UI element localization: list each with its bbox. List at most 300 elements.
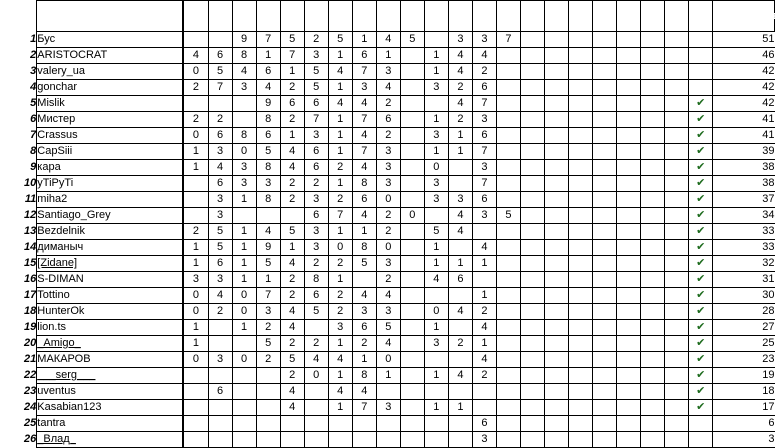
row-score-3: 3: [232, 160, 256, 176]
row-score-20: [641, 160, 665, 176]
row-score-12: 4: [448, 208, 472, 224]
row-score-18: [593, 48, 617, 64]
row-score-10: [400, 272, 424, 288]
row-score-13: 3: [472, 112, 496, 128]
row-score-21: [665, 368, 689, 384]
row-score-7: 1: [328, 144, 352, 160]
row-score-4: [256, 416, 280, 432]
row-score-2: 3: [208, 272, 232, 288]
row-score-21: [665, 176, 689, 192]
row-score-15: [520, 336, 544, 352]
row-score-13: 4: [472, 352, 496, 368]
row-nickname: Kasabian123: [37, 400, 183, 416]
row-score-8: 3: [352, 304, 376, 320]
row-score-9: 2: [376, 128, 400, 144]
row-score-17: [569, 64, 593, 80]
row-nickname: Mislik: [37, 96, 183, 112]
row-score-21: [665, 224, 689, 240]
row-score-19: [617, 288, 641, 304]
row-rank: 17: [0, 288, 37, 304]
row-score-3: 1: [232, 192, 256, 208]
row-score-11: [424, 384, 448, 400]
row-score-15: [520, 368, 544, 384]
row-total: 38: [713, 160, 775, 176]
row-score-17: [569, 288, 593, 304]
row-score-4: 5: [256, 256, 280, 272]
row-score-4: [256, 400, 280, 416]
row-score-11: 3: [424, 176, 448, 192]
row-rank: 14: [0, 240, 37, 256]
row-score-6: 0: [304, 368, 328, 384]
row-score-19: [617, 272, 641, 288]
row-score-10: [400, 288, 424, 304]
table-body: [0, 32, 775, 448]
row-score-14: [496, 384, 520, 400]
row-score-3: [232, 96, 256, 112]
row-score-18: [593, 112, 617, 128]
row-score-6: 2: [304, 176, 328, 192]
row-score-20: [641, 176, 665, 192]
row-score-3: [232, 336, 256, 352]
row-score-1: [183, 432, 208, 448]
row-score-6: 8: [304, 272, 328, 288]
row-score-21: [665, 32, 689, 48]
row-score-16: [545, 160, 569, 176]
row-score-1: 3: [183, 272, 208, 288]
table-row: [0, 336, 775, 352]
row-score-3: [232, 112, 256, 128]
row-score-3: [232, 432, 256, 448]
row-total: 18: [713, 384, 775, 400]
row-score-21: [665, 352, 689, 368]
table-row: [0, 416, 775, 432]
row-score-22: ✔: [689, 240, 713, 256]
row-score-8: 4: [352, 96, 376, 112]
row-score-11: 3: [424, 80, 448, 96]
row-rank: 1: [0, 32, 37, 48]
row-score-15: [520, 224, 544, 240]
row-score-15: [520, 352, 544, 368]
row-score-9: 4: [376, 32, 400, 48]
row-score-2: [208, 32, 232, 48]
row-score-6: [304, 320, 328, 336]
row-score-20: [641, 384, 665, 400]
row-score-1: [183, 368, 208, 384]
row-score-19: [617, 400, 641, 416]
row-score-3: [232, 368, 256, 384]
row-score-16: [545, 96, 569, 112]
row-score-1: 1: [183, 160, 208, 176]
row-rank: 3: [0, 64, 37, 80]
row-score-19: [617, 48, 641, 64]
row-score-21: [665, 128, 689, 144]
row-score-8: [352, 416, 376, 432]
row-rank: 2: [0, 48, 37, 64]
table-row: [0, 352, 775, 368]
row-score-7: 4: [328, 64, 352, 80]
row-score-11: [424, 416, 448, 432]
row-nickname: _Влад_: [37, 432, 183, 448]
table-row: [0, 160, 775, 176]
row-score-2: 6: [208, 48, 232, 64]
row-score-18: [593, 288, 617, 304]
row-score-18: [593, 416, 617, 432]
row-score-22: [689, 48, 713, 64]
row-score-4: 1: [256, 48, 280, 64]
row-rank: 15: [0, 256, 37, 272]
row-score-4: [256, 384, 280, 400]
row-score-21: [665, 96, 689, 112]
row-score-12: [448, 160, 472, 176]
row-score-13: 1: [472, 256, 496, 272]
row-score-15: [520, 304, 544, 320]
row-score-22: ✔: [689, 304, 713, 320]
row-total: 42: [713, 64, 775, 80]
row-score-1: [183, 32, 208, 48]
row-score-22: ✔: [689, 144, 713, 160]
row-score-17: [569, 80, 593, 96]
row-score-12: 4: [448, 96, 472, 112]
row-score-14: [496, 192, 520, 208]
header-round-3: [232, 1, 256, 32]
row-score-18: [593, 32, 617, 48]
row-score-6: 2: [304, 32, 328, 48]
row-score-16: [545, 416, 569, 432]
row-score-13: 7: [472, 144, 496, 160]
row-rank: 8: [0, 144, 37, 160]
row-score-5: 5: [280, 224, 304, 240]
row-score-5: 4: [280, 400, 304, 416]
row-score-1: 1: [183, 256, 208, 272]
row-score-8: 7: [352, 64, 376, 80]
row-score-8: 4: [352, 160, 376, 176]
row-rank: 18: [0, 304, 37, 320]
row-score-2: 6: [208, 384, 232, 400]
row-nickname: gonchar: [37, 80, 183, 96]
row-score-3: 8: [232, 128, 256, 144]
row-score-1: 0: [183, 304, 208, 320]
row-score-12: 4: [448, 368, 472, 384]
row-score-1: 0: [183, 288, 208, 304]
row-score-3: 1: [232, 272, 256, 288]
row-score-15: [520, 240, 544, 256]
row-score-18: [593, 432, 617, 448]
table-row: [0, 288, 775, 304]
row-score-19: [617, 416, 641, 432]
row-nickname: CapSiii: [37, 144, 183, 160]
row-score-14: [496, 80, 520, 96]
row-score-8: 1: [352, 224, 376, 240]
row-score-11: [424, 32, 448, 48]
row-score-12: [448, 320, 472, 336]
row-score-7: 0: [328, 240, 352, 256]
row-score-12: 2: [448, 80, 472, 96]
row-score-7: [328, 432, 352, 448]
row-score-11: 0: [424, 160, 448, 176]
row-score-14: [496, 144, 520, 160]
row-score-17: [569, 352, 593, 368]
row-score-21: [665, 144, 689, 160]
row-score-11: [424, 432, 448, 448]
row-score-11: [424, 208, 448, 224]
row-score-16: [545, 288, 569, 304]
row-score-15: [520, 320, 544, 336]
row-score-18: [593, 272, 617, 288]
row-rank: 21: [0, 352, 37, 368]
row-score-15: [520, 32, 544, 48]
row-score-14: [496, 224, 520, 240]
header-round-9: [376, 1, 400, 32]
row-score-21: [665, 400, 689, 416]
row-score-12: 1: [448, 400, 472, 416]
row-score-9: 3: [376, 144, 400, 160]
row-score-16: [545, 272, 569, 288]
row-nickname: кара: [37, 160, 183, 176]
row-score-19: [617, 256, 641, 272]
row-score-6: [304, 384, 328, 400]
row-score-4: 9: [256, 96, 280, 112]
row-score-7: 2: [328, 160, 352, 176]
row-rank: 26: [0, 432, 37, 448]
row-score-15: [520, 192, 544, 208]
row-score-2: 3: [208, 144, 232, 160]
row-score-7: 1: [328, 80, 352, 96]
row-score-10: [400, 256, 424, 272]
row-score-21: [665, 432, 689, 448]
row-score-8: 4: [352, 208, 376, 224]
row-score-3: 1: [232, 240, 256, 256]
row-score-20: [641, 192, 665, 208]
row-score-15: [520, 48, 544, 64]
table-row: [0, 368, 775, 384]
row-score-1: [183, 208, 208, 224]
row-score-12: [448, 416, 472, 432]
row-score-18: [593, 320, 617, 336]
row-score-9: 3: [376, 160, 400, 176]
row-score-12: 3: [448, 32, 472, 48]
row-rank: 23: [0, 384, 37, 400]
row-score-21: [665, 80, 689, 96]
row-score-20: [641, 240, 665, 256]
row-score-13: 6: [472, 80, 496, 96]
row-score-18: [593, 80, 617, 96]
row-score-21: [665, 112, 689, 128]
row-score-1: 2: [183, 112, 208, 128]
row-score-3: 3: [232, 80, 256, 96]
row-score-20: [641, 256, 665, 272]
row-score-21: [665, 256, 689, 272]
row-score-3: 3: [232, 176, 256, 192]
row-score-8: 2: [352, 336, 376, 352]
row-score-5: 4: [280, 384, 304, 400]
row-score-9: 6: [376, 112, 400, 128]
row-score-17: [569, 304, 593, 320]
row-score-12: 2: [448, 336, 472, 352]
row-score-8: 7: [352, 144, 376, 160]
row-score-3: 1: [232, 320, 256, 336]
row-score-20: [641, 96, 665, 112]
row-total: 51: [713, 32, 775, 48]
table-row: [0, 80, 775, 96]
row-score-16: [545, 176, 569, 192]
row-score-5: [280, 416, 304, 432]
row-score-8: 7: [352, 400, 376, 416]
row-score-3: [232, 384, 256, 400]
row-score-9: 4: [376, 336, 400, 352]
row-score-16: [545, 32, 569, 48]
row-score-1: 1: [183, 320, 208, 336]
row-score-2: 6: [208, 128, 232, 144]
row-score-19: [617, 240, 641, 256]
row-score-5: 5: [280, 352, 304, 368]
row-score-5: 2: [280, 272, 304, 288]
row-score-1: 0: [183, 64, 208, 80]
row-score-22: ✔: [689, 96, 713, 112]
row-score-2: [208, 336, 232, 352]
header-round-20: [641, 1, 665, 32]
row-score-4: 6: [256, 64, 280, 80]
row-score-20: [641, 80, 665, 96]
table-row: [0, 432, 775, 448]
row-score-14: [496, 128, 520, 144]
row-total: 3: [713, 432, 775, 448]
row-score-16: [545, 336, 569, 352]
row-score-19: [617, 128, 641, 144]
row-score-4: 2: [256, 352, 280, 368]
row-score-10: [400, 112, 424, 128]
row-score-7: 4: [328, 96, 352, 112]
row-score-4: [256, 208, 280, 224]
row-score-12: 4: [448, 48, 472, 64]
row-rank: 7: [0, 128, 37, 144]
row-nickname: Tottino: [37, 288, 183, 304]
row-score-17: [569, 320, 593, 336]
row-score-11: [424, 96, 448, 112]
table-row: [0, 208, 775, 224]
row-score-11: 1: [424, 48, 448, 64]
row-score-4: 8: [256, 160, 280, 176]
row-score-21: [665, 64, 689, 80]
row-score-2: 2: [208, 304, 232, 320]
header-round-16: [545, 1, 569, 32]
row-score-22: ✔: [689, 112, 713, 128]
row-score-18: [593, 400, 617, 416]
row-score-6: 5: [304, 80, 328, 96]
row-score-8: 4: [352, 384, 376, 400]
header-round-12: [448, 1, 472, 32]
row-score-5: 4: [280, 144, 304, 160]
row-score-13: [472, 400, 496, 416]
row-score-22: ✔: [689, 208, 713, 224]
row-total: 19: [713, 368, 775, 384]
row-score-14: 5: [496, 208, 520, 224]
row-score-2: [208, 432, 232, 448]
row-score-14: [496, 304, 520, 320]
row-score-12: 1: [448, 128, 472, 144]
row-score-6: 6: [304, 96, 328, 112]
header-round-15: [520, 1, 544, 32]
row-score-15: [520, 400, 544, 416]
row-score-1: 1: [183, 336, 208, 352]
row-score-22: ✔: [689, 336, 713, 352]
row-score-22: [689, 32, 713, 48]
row-score-10: [400, 432, 424, 448]
row-score-10: [400, 304, 424, 320]
row-nickname: Bezdelnik: [37, 224, 183, 240]
row-score-17: [569, 192, 593, 208]
row-score-1: [183, 96, 208, 112]
row-score-12: 4: [448, 304, 472, 320]
row-score-21: [665, 416, 689, 432]
table-header: [0, 1, 779, 32]
row-score-21: [665, 336, 689, 352]
row-score-16: [545, 320, 569, 336]
row-score-6: 2: [304, 256, 328, 272]
row-score-6: [304, 432, 328, 448]
row-score-3: [232, 400, 256, 416]
row-score-10: [400, 192, 424, 208]
row-score-9: 2: [376, 96, 400, 112]
header-round-8: [352, 1, 376, 32]
row-score-20: [641, 432, 665, 448]
row-rank: 13: [0, 224, 37, 240]
row-score-17: [569, 176, 593, 192]
row-score-21: [665, 192, 689, 208]
row-score-9: [376, 384, 400, 400]
row-score-8: 6: [352, 48, 376, 64]
row-score-22: [689, 432, 713, 448]
row-score-5: 4: [280, 304, 304, 320]
row-score-3: 0: [232, 304, 256, 320]
row-score-13: 4: [472, 48, 496, 64]
row-score-15: [520, 176, 544, 192]
header-round-14: [496, 1, 520, 32]
row-score-5: 4: [280, 160, 304, 176]
row-score-8: 8: [352, 176, 376, 192]
table-row: [0, 384, 775, 400]
row-score-14: [496, 160, 520, 176]
row-rank: 20: [0, 336, 37, 352]
row-total: 38: [713, 176, 775, 192]
row-score-7: 1: [328, 400, 352, 416]
row-score-2: [208, 400, 232, 416]
row-score-7: 7: [328, 208, 352, 224]
row-score-7: 5: [328, 32, 352, 48]
row-score-17: [569, 256, 593, 272]
row-score-19: [617, 224, 641, 240]
row-score-2: 2: [208, 112, 232, 128]
row-score-16: [545, 304, 569, 320]
row-score-12: 3: [448, 192, 472, 208]
row-nickname: [Zidane]: [37, 256, 183, 272]
table-row: [0, 272, 775, 288]
row-score-16: [545, 48, 569, 64]
row-score-7: 1: [328, 272, 352, 288]
row-score-10: [400, 144, 424, 160]
row-total: 41: [713, 112, 775, 128]
row-nickname: ARISTOCRAT: [37, 48, 183, 64]
row-score-6: 6: [304, 208, 328, 224]
row-score-7: 4: [328, 384, 352, 400]
row-score-9: 4: [376, 288, 400, 304]
row-score-2: [208, 416, 232, 432]
row-score-15: [520, 384, 544, 400]
row-nickname: tantra: [37, 416, 183, 432]
row-score-12: [448, 432, 472, 448]
row-nickname: _Amigo_: [37, 336, 183, 352]
row-score-19: [617, 160, 641, 176]
row-score-17: [569, 368, 593, 384]
